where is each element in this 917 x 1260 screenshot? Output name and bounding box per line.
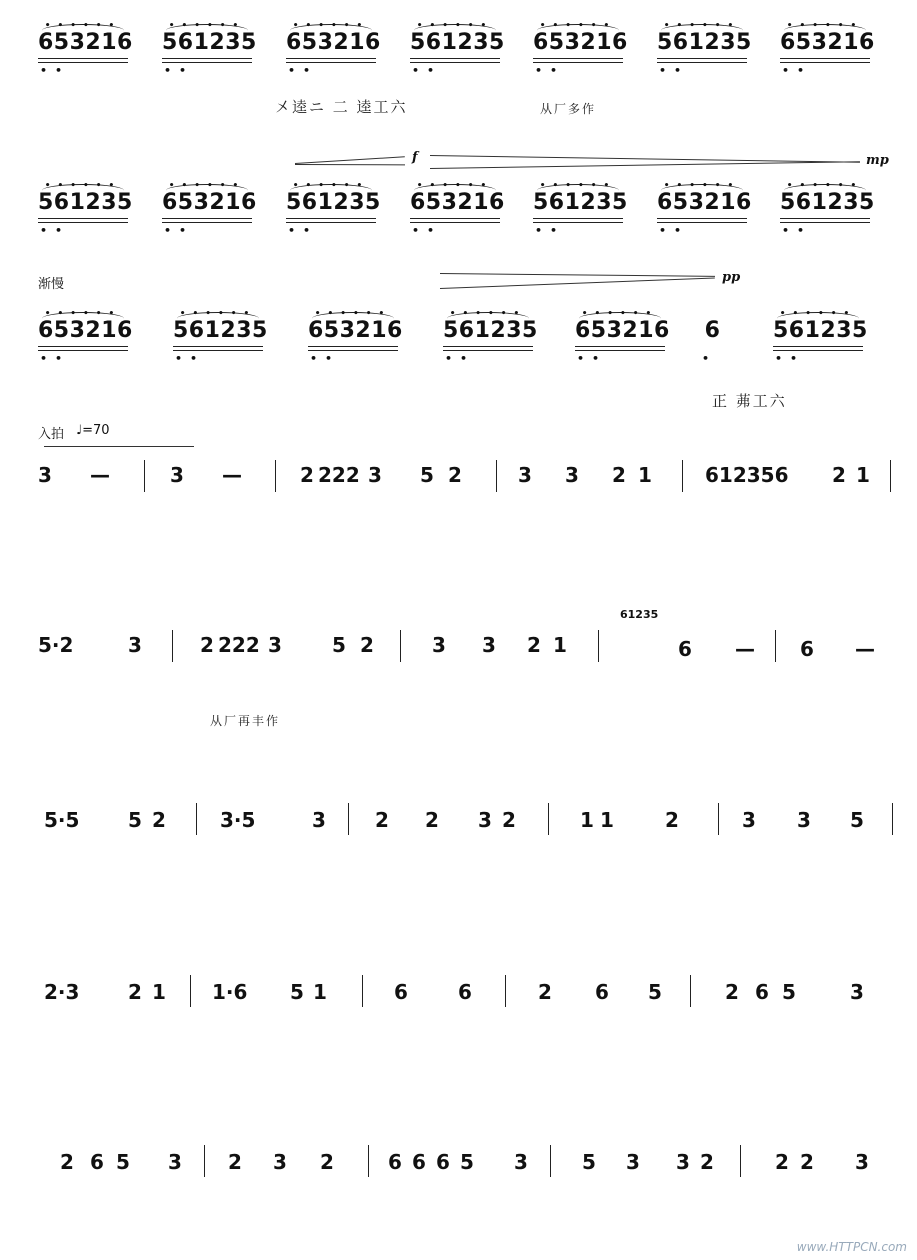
lower-dots: •• [175, 352, 206, 365]
barline [718, 803, 719, 835]
note: 5 [582, 1150, 596, 1174]
note: 3 [742, 808, 756, 832]
underline [410, 222, 500, 223]
underline [162, 218, 252, 219]
barline [400, 630, 401, 662]
note-digits: 561235 [780, 190, 875, 215]
note: 2 [320, 1150, 334, 1174]
crescendo-line-upper [295, 156, 405, 164]
upper-dots: •••••• [168, 21, 246, 31]
underline [773, 346, 863, 347]
note: 2 [228, 1150, 242, 1174]
note: 5 [782, 980, 796, 1004]
barline [682, 460, 683, 492]
underline [308, 346, 398, 347]
lower-dots: •• [775, 352, 806, 365]
note-group [38, 181, 133, 237]
underline [286, 62, 376, 63]
system-1-cipu: 㐅逵ニ 二 逵工六 [275, 98, 408, 116]
underline [533, 218, 623, 219]
barline [892, 803, 893, 835]
note: 2 [775, 1150, 789, 1174]
note-digits: 653216 [286, 30, 381, 55]
note: 2 [527, 633, 541, 657]
note-group: 222 [318, 463, 360, 487]
upper-dots: •••••• [663, 181, 741, 191]
lower-dots: •• [659, 64, 690, 77]
note-group [410, 21, 505, 77]
note-group: 1·6 [212, 980, 248, 1004]
note-digits: 653216 [780, 30, 875, 55]
note-digits: 561235 [38, 190, 133, 215]
note-group [780, 181, 875, 237]
decrescendo-pp-lower [440, 277, 715, 289]
note: 3 [312, 808, 326, 832]
note: 3 [797, 808, 811, 832]
upper-dots: •••••• [786, 21, 864, 31]
barline [598, 630, 599, 662]
upper-dots: •••••• [44, 181, 122, 191]
upper-dots: •••••• [44, 21, 122, 31]
upper-dots: •••••• [539, 21, 617, 31]
lower-dots: •• [535, 224, 566, 237]
upper-dots: •••••• [779, 309, 857, 319]
lower-dots: •• [40, 64, 71, 77]
underline [533, 222, 623, 223]
underline [173, 350, 263, 351]
note: 6 [458, 980, 472, 1004]
barline [740, 1145, 741, 1177]
note-group: 5·2 [38, 633, 74, 657]
note-group [533, 21, 628, 77]
note: 6 [394, 980, 408, 1004]
lower-dots: •• [577, 352, 608, 365]
note-digits: 653216 [410, 190, 505, 215]
note: 2 [60, 1150, 74, 1174]
note: 5 [290, 980, 304, 1004]
note: 6 [755, 980, 769, 1004]
note: 2 [725, 980, 739, 1004]
note: 3 [565, 463, 579, 487]
note: 6 [436, 1150, 450, 1174]
note-group: 3·5 [220, 808, 256, 832]
note-dash: — [735, 637, 755, 661]
note: 2 [200, 633, 214, 657]
note: 2 [700, 1150, 714, 1174]
note: 3 [170, 463, 184, 487]
note: 1 [638, 463, 652, 487]
note-group [443, 309, 538, 365]
barline [190, 975, 191, 1007]
note-dash: — [90, 463, 110, 487]
note: 2 [502, 808, 516, 832]
lower-dots: •• [288, 224, 319, 237]
upper-dots: •••••• [168, 181, 246, 191]
note: 2 [360, 633, 374, 657]
underline [38, 222, 128, 223]
note-digits: 561235 [533, 190, 628, 215]
underline [286, 218, 376, 219]
note-group [657, 181, 752, 237]
barline [496, 460, 497, 492]
lower-dots: •• [288, 64, 319, 77]
note-group [700, 318, 725, 365]
note: 1 [152, 980, 166, 1004]
underline [780, 62, 870, 63]
underline [38, 350, 128, 351]
lower-dots: •• [782, 64, 813, 77]
tempo-change-label: 渐慢 [38, 277, 65, 292]
lower-dots: •• [659, 224, 690, 237]
note: 5 [850, 808, 864, 832]
note-group [533, 181, 628, 237]
lower-dots: •• [164, 64, 195, 77]
barline [348, 803, 349, 835]
upper-dots: •••••• [416, 181, 494, 191]
upper-dots: •••••• [292, 21, 370, 31]
barline [890, 460, 891, 492]
note: 3 [514, 1150, 528, 1174]
upper-dots: •••••• [581, 309, 659, 319]
note-digits: 561235 [773, 318, 868, 343]
underline [780, 222, 870, 223]
barline [775, 630, 776, 662]
barline [690, 975, 691, 1007]
note-digits: 561235 [443, 318, 538, 343]
note: 2 [832, 463, 846, 487]
underline [162, 222, 252, 223]
barline [275, 460, 276, 492]
note-group [38, 21, 133, 77]
note: 3 [432, 633, 446, 657]
barline [144, 460, 145, 492]
lower-dots: •• [164, 224, 195, 237]
note: 2 [612, 463, 626, 487]
barline [550, 1145, 551, 1177]
note: 1 [553, 633, 567, 657]
note-dash: — [855, 637, 875, 661]
note-digits: 6 [704, 318, 721, 343]
underline [173, 346, 263, 347]
upper-dots: •••••• [416, 21, 494, 31]
note: 3 [482, 633, 496, 657]
note-group [410, 181, 505, 237]
underline [773, 350, 863, 351]
note-group [38, 309, 133, 365]
note: 2 [375, 808, 389, 832]
note-group [657, 21, 752, 77]
note: 2 [128, 980, 142, 1004]
note: 6 [412, 1150, 426, 1174]
dynamic-mp: mp [866, 153, 889, 168]
upper-dots: •••••• [786, 181, 864, 191]
note: 2 [538, 980, 552, 1004]
barline [362, 975, 363, 1007]
note-group [773, 309, 868, 365]
upper-dots: •••••• [663, 21, 741, 31]
note: 3 [850, 980, 864, 1004]
note: 2 [800, 1150, 814, 1174]
note: 3 [168, 1150, 182, 1174]
watermark: www.HTTPCN.com [796, 1240, 907, 1254]
underline [286, 58, 376, 59]
underline [780, 218, 870, 219]
barline [196, 803, 197, 835]
underline [780, 58, 870, 59]
upper-dots: •••••• [449, 309, 527, 319]
note: 5 [648, 980, 662, 1004]
system-5-note: 从厂再丰作 [210, 714, 281, 728]
note: 2 [665, 808, 679, 832]
note-group: 2·3 [44, 980, 80, 1004]
note-group: 5·5 [44, 808, 80, 832]
note-digits: 561235 [657, 30, 752, 55]
note: 6 [388, 1150, 402, 1174]
note: 3 [518, 463, 532, 487]
note: 5 [116, 1150, 130, 1174]
upper-dots: •••••• [179, 309, 257, 319]
note-group [286, 181, 381, 237]
note-digits: 561235 [173, 318, 268, 343]
underline [443, 350, 533, 351]
note: 2 [448, 463, 462, 487]
crescendo-line-lower [295, 164, 405, 165]
decrescendo-line-lower [430, 161, 860, 169]
underline [162, 58, 252, 59]
underline [38, 58, 128, 59]
note: 1 [313, 980, 327, 1004]
underline [657, 62, 747, 63]
decrescendo-pp-upper [440, 273, 715, 277]
note-digits: 653216 [575, 318, 670, 343]
note-digits: 653216 [162, 190, 257, 215]
note-digits: 561235 [410, 30, 505, 55]
note: 3 [38, 463, 52, 487]
lower-dots: •• [412, 64, 443, 77]
note-digits: 653216 [38, 30, 133, 55]
note-group [575, 309, 670, 365]
note-digits: 561235 [162, 30, 257, 55]
note: 2 [425, 808, 439, 832]
lower-dots: •• [535, 64, 566, 77]
note: 3 [268, 633, 282, 657]
underline [410, 218, 500, 219]
note: 3 [478, 808, 492, 832]
barline [548, 803, 549, 835]
note-group [162, 21, 257, 77]
tempo-value: ♩=70 [76, 423, 110, 438]
note: 1 [856, 463, 870, 487]
upper-dots: •••••• [539, 181, 617, 191]
note-digits: 561235 [286, 190, 381, 215]
underline [533, 58, 623, 59]
underline [443, 346, 533, 347]
note-group [780, 21, 875, 77]
barline [204, 1145, 205, 1177]
upper-dots: •••••• [314, 309, 392, 319]
lower-dots: • [702, 352, 718, 365]
underline [38, 218, 128, 219]
underline [38, 346, 128, 347]
note: 6 [90, 1150, 104, 1174]
underline [38, 62, 128, 63]
lower-dots: •• [782, 224, 813, 237]
note-dash: — [222, 463, 242, 487]
upper-dots: •••••• [292, 181, 370, 191]
lower-dots: •• [412, 224, 443, 237]
note: 3 [676, 1150, 690, 1174]
system-3-cipu: 正 茀工六 [712, 392, 787, 410]
note: 2 [152, 808, 166, 832]
note-group [162, 181, 257, 237]
underline [575, 350, 665, 351]
underline [162, 62, 252, 63]
note-digits: 653216 [657, 190, 752, 215]
lower-dots: •• [310, 352, 341, 365]
note: 3 [128, 633, 142, 657]
underline [410, 58, 500, 59]
system-1-note: 从厂多作 [540, 102, 597, 116]
note-group [173, 309, 268, 365]
note-group [286, 21, 381, 77]
note: 2 [300, 463, 314, 487]
dynamic-pp: pp [722, 270, 741, 285]
note: 3 [368, 463, 382, 487]
grace-notes: 61235 [620, 608, 659, 621]
barline [172, 630, 173, 662]
note-group [308, 309, 403, 365]
note: 5 [332, 633, 346, 657]
upper-dots: •••••• [44, 309, 122, 319]
note: 1 [600, 808, 614, 832]
underline [410, 62, 500, 63]
lower-dots: •• [40, 352, 71, 365]
note-digits: 653216 [308, 318, 403, 343]
underline [533, 62, 623, 63]
barline [368, 1145, 369, 1177]
note-group: 612356 [705, 463, 789, 487]
lower-dots: •• [445, 352, 476, 365]
note: 3 [273, 1150, 287, 1174]
underline [308, 350, 398, 351]
underline [286, 222, 376, 223]
note: 6 [595, 980, 609, 1004]
underline [657, 222, 747, 223]
note-group: 222 [218, 633, 260, 657]
underline [657, 58, 747, 59]
note-digits: 653216 [38, 318, 133, 343]
underline [575, 346, 665, 347]
note: 5 [460, 1150, 474, 1174]
note: 6 [800, 637, 814, 661]
underline [657, 218, 747, 219]
barline [505, 975, 506, 1007]
note: 1 [580, 808, 594, 832]
note: 6 [678, 637, 692, 661]
tempo-label: 入拍 [38, 427, 65, 442]
note: 5 [128, 808, 142, 832]
dynamic-f: f [412, 150, 418, 165]
lower-dots: •• [40, 224, 71, 237]
note: 3 [855, 1150, 869, 1174]
note: 3 [626, 1150, 640, 1174]
slur-line [44, 446, 194, 447]
note-digits: 653216 [533, 30, 628, 55]
note: 5 [420, 463, 434, 487]
